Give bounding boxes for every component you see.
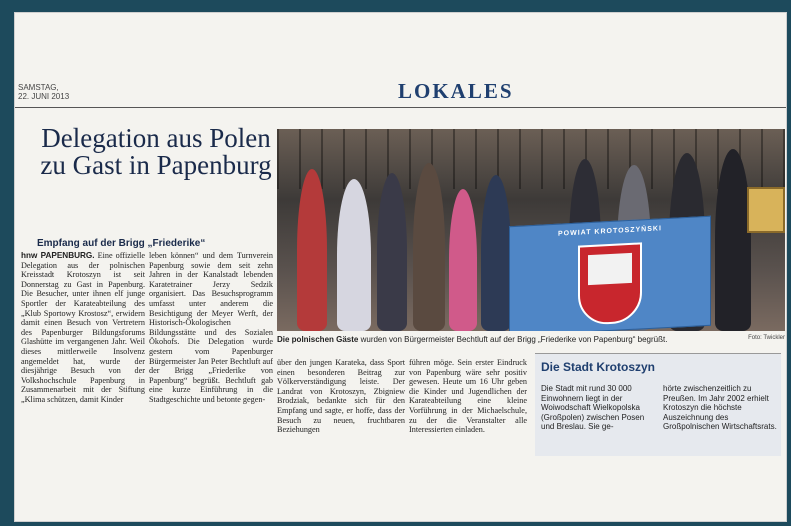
newspaper-page <box>14 12 787 522</box>
article-column-1 <box>21 251 145 405</box>
person-figure <box>481 175 511 331</box>
coat-of-arms-field <box>588 253 632 285</box>
article-column-2: leben können“ und dem Turnverein Papenburg sowie dem seit zehn Jahren in der Kanalstadt lebenden Karatetrainer Jerzy Sedzik organisiert. Das Besuchsprogramm umfasst unter anderem die Besichtigung der Meyer Werft, der Historisch-Ökologischen Bildungsstätte und des Sozialen Ökohofs. Die Delegation wurde gestern vom Papenburger Bürgermeister Jan Peter Bechtluft auf der Brigg „Friederike von Papenburg“ begrüßt. Bechtluft gab eine kurze Einführung in die Stadtgeschichte und betonte gegen- <box>149 251 273 404</box>
krotoszyn-flag <box>509 216 711 331</box>
person-figure <box>449 189 477 331</box>
section-title: LOKALES <box>398 79 514 103</box>
frame-border <box>4 4 787 522</box>
article-subhead: Empfang auf der Brigg „Friederike“ <box>37 238 206 249</box>
dateline-day: SAMSTAG, <box>18 83 59 92</box>
person-figure <box>413 163 445 331</box>
article-lead: hnw PAPENBURG. <box>21 251 95 260</box>
article-headline: Delegation aus Polen zu Gast in Papenburg <box>40 123 272 180</box>
info-box-column-1: Die Stadt mit rund 30 000 Einwohnern liegt in der Woiwodschaft Wielkopolska (Großpolen) zwischen Posen und Breslau. Sie ge- <box>541 384 645 432</box>
person-figure <box>337 179 371 331</box>
person-figure <box>297 169 327 331</box>
caption-bold: Die polnischen Gäste <box>277 335 359 344</box>
article-column-1-text: Eine offizielle Delegation aus der polnischen Kreisstadt Krotoszyn ist seit Donnerstag zu Gast in Papenburg. Die Besucher, unter ihnen elf junge Sportler der Karateabteilung des „Klub Sportowy Krostosz“, erwidern damit einen Besuch von Vertretern des Papenburger Bildungsforums Glashütte im vergangenen Jahr. Weil dieses mittlerweile Insolvenz angemeldet hat, wurde der diesjährige Besuch von der Volkshochschule Papenburg in Zusammenarbeit mit der Stiftung „Klima schützen, damit Kinder <box>21 251 145 404</box>
photo-caption <box>277 335 785 344</box>
framed-picture <box>747 187 785 233</box>
dateline-date: 22. JUNI 2013 <box>18 92 70 101</box>
person-figure <box>715 149 751 331</box>
coat-of-arms-icon <box>578 242 642 325</box>
article-column-3: über den jungen Karateka, dass Sport einen besonderen Beitrag zur Völkerverständigung leiste. Der Landrat von Krotoszyn, Zbigniew Brodziak, bedankte sich für den Empfang und sagte, er hoffe, dass der Besuch zu neuen, fruchtbaren Beziehungen <box>277 358 405 435</box>
dateline <box>18 83 69 101</box>
info-box-column-2: hörte zwischenzeitlich zu Preußen. Im Jahr 2002 erhielt Krotoszyn die höchste Auszeichnung des Großpolnischen Wirtschaftsrats. <box>663 384 777 432</box>
article-photo <box>277 129 785 331</box>
info-box <box>535 353 781 456</box>
header-rule <box>15 107 786 108</box>
article-column-4: führen möge. Sein erster Eindruck von Papenburg wäre sehr positiv gewesen. Heute um 16 Uhr geben die Kinder und Jugendlichen der Karateabteilung eine kleine Vorführung in der Michaelschule, zu der die Veranstalter alle Interessierten einladen. <box>409 358 527 435</box>
info-box-title: Die Stadt Krotoszyn <box>541 360 656 374</box>
flag-text: POWIAT KROTOSZYŃSKI <box>558 225 662 238</box>
caption-text: wurden von Bürgermeister Bechtluft auf der Brigg „Friederike von Papenburg“ begrüßt. <box>360 335 668 344</box>
photo-credit: Foto: Twickler <box>748 335 785 341</box>
person-figure <box>377 173 407 331</box>
